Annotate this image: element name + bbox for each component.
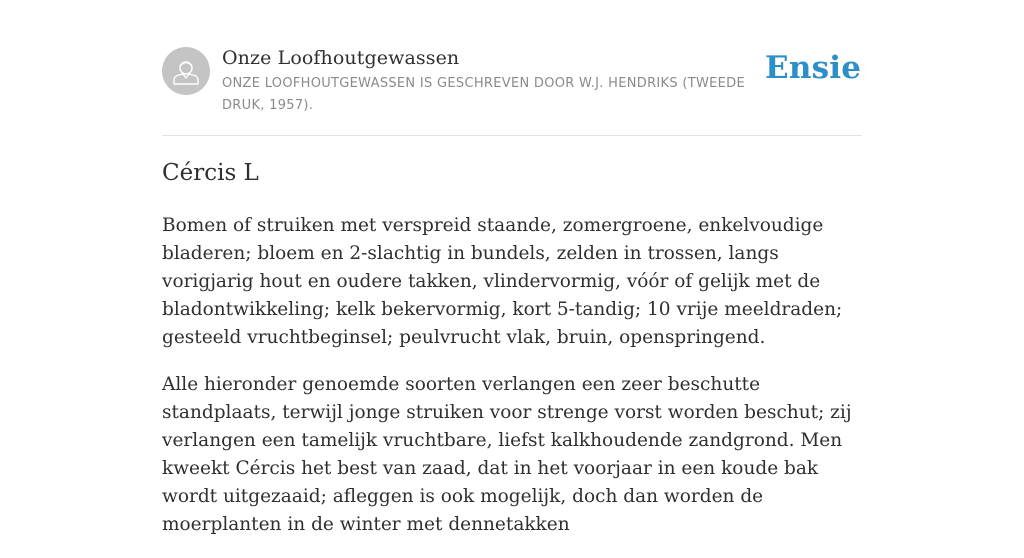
source-title[interactable]: Onze Loofhoutgewassen <box>222 47 460 69</box>
brand-logo[interactable]: Ensie <box>765 50 862 86</box>
source-header <box>162 47 862 117</box>
source-description: ONZE LOOFHOUTGEWASSEN IS GESCHREVEN DOOR W.J. HENDRIKS (TWEEDE DRUK, 1957). <box>222 76 745 113</box>
paragraph: Bomen of struiken met verspreid staande, zomergroene, enkelvoudige bladeren; bloem en 2-slachtig in bundels, zelden in trossen, langs vorigjarig hout en oudere takken, vlindervormig, vóór of gelijk met de bladontwikkeling; kelk bekervormig, kort 5-tandig; 10 vrije meeldraden; gesteeld vruchtbeginsel; peulvrucht vlak, bruin, openspringend. <box>162 215 843 348</box>
divider <box>162 135 862 136</box>
entry-title: Cércis L <box>162 160 259 186</box>
entry-body <box>162 212 867 558</box>
user-avatar-icon <box>162 47 210 95</box>
paragraph: Alle hieronder genoemde soorten verlangen een zeer beschutte standplaats, terwijl jonge struiken voor strenge vorst worden beschut; zij verlangen een tamelijk vruchtbare, liefst kalkhoudende zandgrond. Men kweekt Cércis het best van zaad, dat in het voorjaar in een koude bak wordt uitgezaaid; afleggen is ook mogelijk, doch dan worden de moerplanten in de winter met dennetakken <box>162 374 852 535</box>
